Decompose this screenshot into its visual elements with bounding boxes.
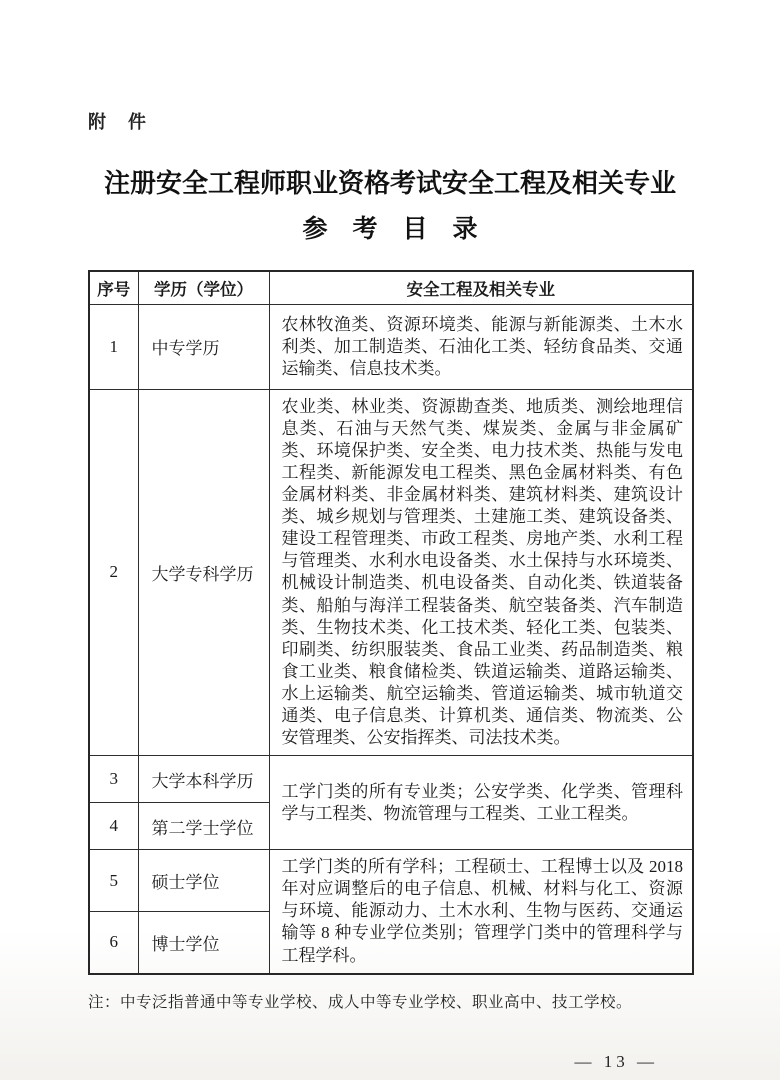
degree-cell: 硕士学位 xyxy=(138,850,269,912)
serial-cell: 6 xyxy=(89,912,138,974)
column-header-majors: 安全工程及相关专业 xyxy=(269,271,693,304)
majors-cell: 农业类、林业类、资源勘查类、地质类、测绘地理信息类、石油与天然气类、煤炭类、金属与非金属矿类、环境保护类、安全类、电力技术类、热能与发电工程类、新能源发电工程类、黑色金属材料类、有色金属材料类、非金属材料类、建筑材料类、建筑设计类、城乡规划与管理类、土建施工类、建筑设备类、建设工程管理类、市政工程类、房地产类、水利工程与管理类、水利水电设备类、水土保持与水环境类、机械设计制造类、机电设备类、自动化类、铁道装备类、船舶与海洋工程装备类、航空装备类、汽车制造类、生物技术类、化工技术类、轻化工类、包装类、印刷类、纺织服装类、食品工业类、药品制造类、粮食工业类、粮食储检类、铁道运输类、道路运输类、水上运输类、航空运输类、管道运输类、城市轨道交通类、电子信息类、计算机类、通信类、物流类、公安管理类、公安指挥类、司法技术类。 xyxy=(269,389,693,756)
majors-cell: 农林牧渔类、资源环境类、能源与新能源类、土木水利类、加工制造类、石油化工类、轻纺食品类、交通运输类、信息技术类。 xyxy=(269,304,693,389)
table-row xyxy=(89,304,693,389)
footnote: 注：中专泛指普通中等专业学校、成人中等专业学校、职业高中、技工学校。 xyxy=(88,993,633,1011)
majors-cell-merged: 工学门类的所有专业类；公安学类、化学类、管理科学与工程类、物流管理与工程类、工业工程类。 xyxy=(269,756,693,850)
serial-cell: 1 xyxy=(89,304,138,389)
serial-cell: 4 xyxy=(89,803,138,850)
page-subtitle: 参 考 目 录 xyxy=(302,216,478,244)
column-header-serial: 序号 xyxy=(89,271,138,304)
table-row xyxy=(89,756,693,803)
degree-cell: 大学专科学历 xyxy=(138,389,269,756)
table-row xyxy=(89,389,693,756)
degree-cell: 第二学士学位 xyxy=(138,803,269,850)
serial-cell: 5 xyxy=(89,850,138,912)
majors-cell-merged: 工学门类的所有学科；工程硕士、工程博士以及 2018 年对应调整后的电子信息、机械、材料与化工、资源与环境、能源动力、土木水利、生物与医药、交通运输等 8 种专业学位类别；管理学门类中的管理科学与工程学科。 xyxy=(269,850,693,974)
table-row xyxy=(89,850,693,912)
serial-cell: 3 xyxy=(89,756,138,803)
column-header-degree: 学历（学位） xyxy=(138,271,269,304)
page-title: 注册安全工程师职业资格考试安全工程及相关专业 xyxy=(103,169,676,198)
table-header-row xyxy=(89,271,693,304)
page-number: — 13 — xyxy=(574,1051,658,1071)
degree-cell: 大学本科学历 xyxy=(138,756,269,803)
serial-cell: 2 xyxy=(89,389,138,756)
degree-cell: 中专学历 xyxy=(138,304,269,389)
majors-reference-table xyxy=(88,270,694,974)
degree-cell: 博士学位 xyxy=(138,912,269,974)
attachment-label: 附 件 xyxy=(88,112,148,132)
